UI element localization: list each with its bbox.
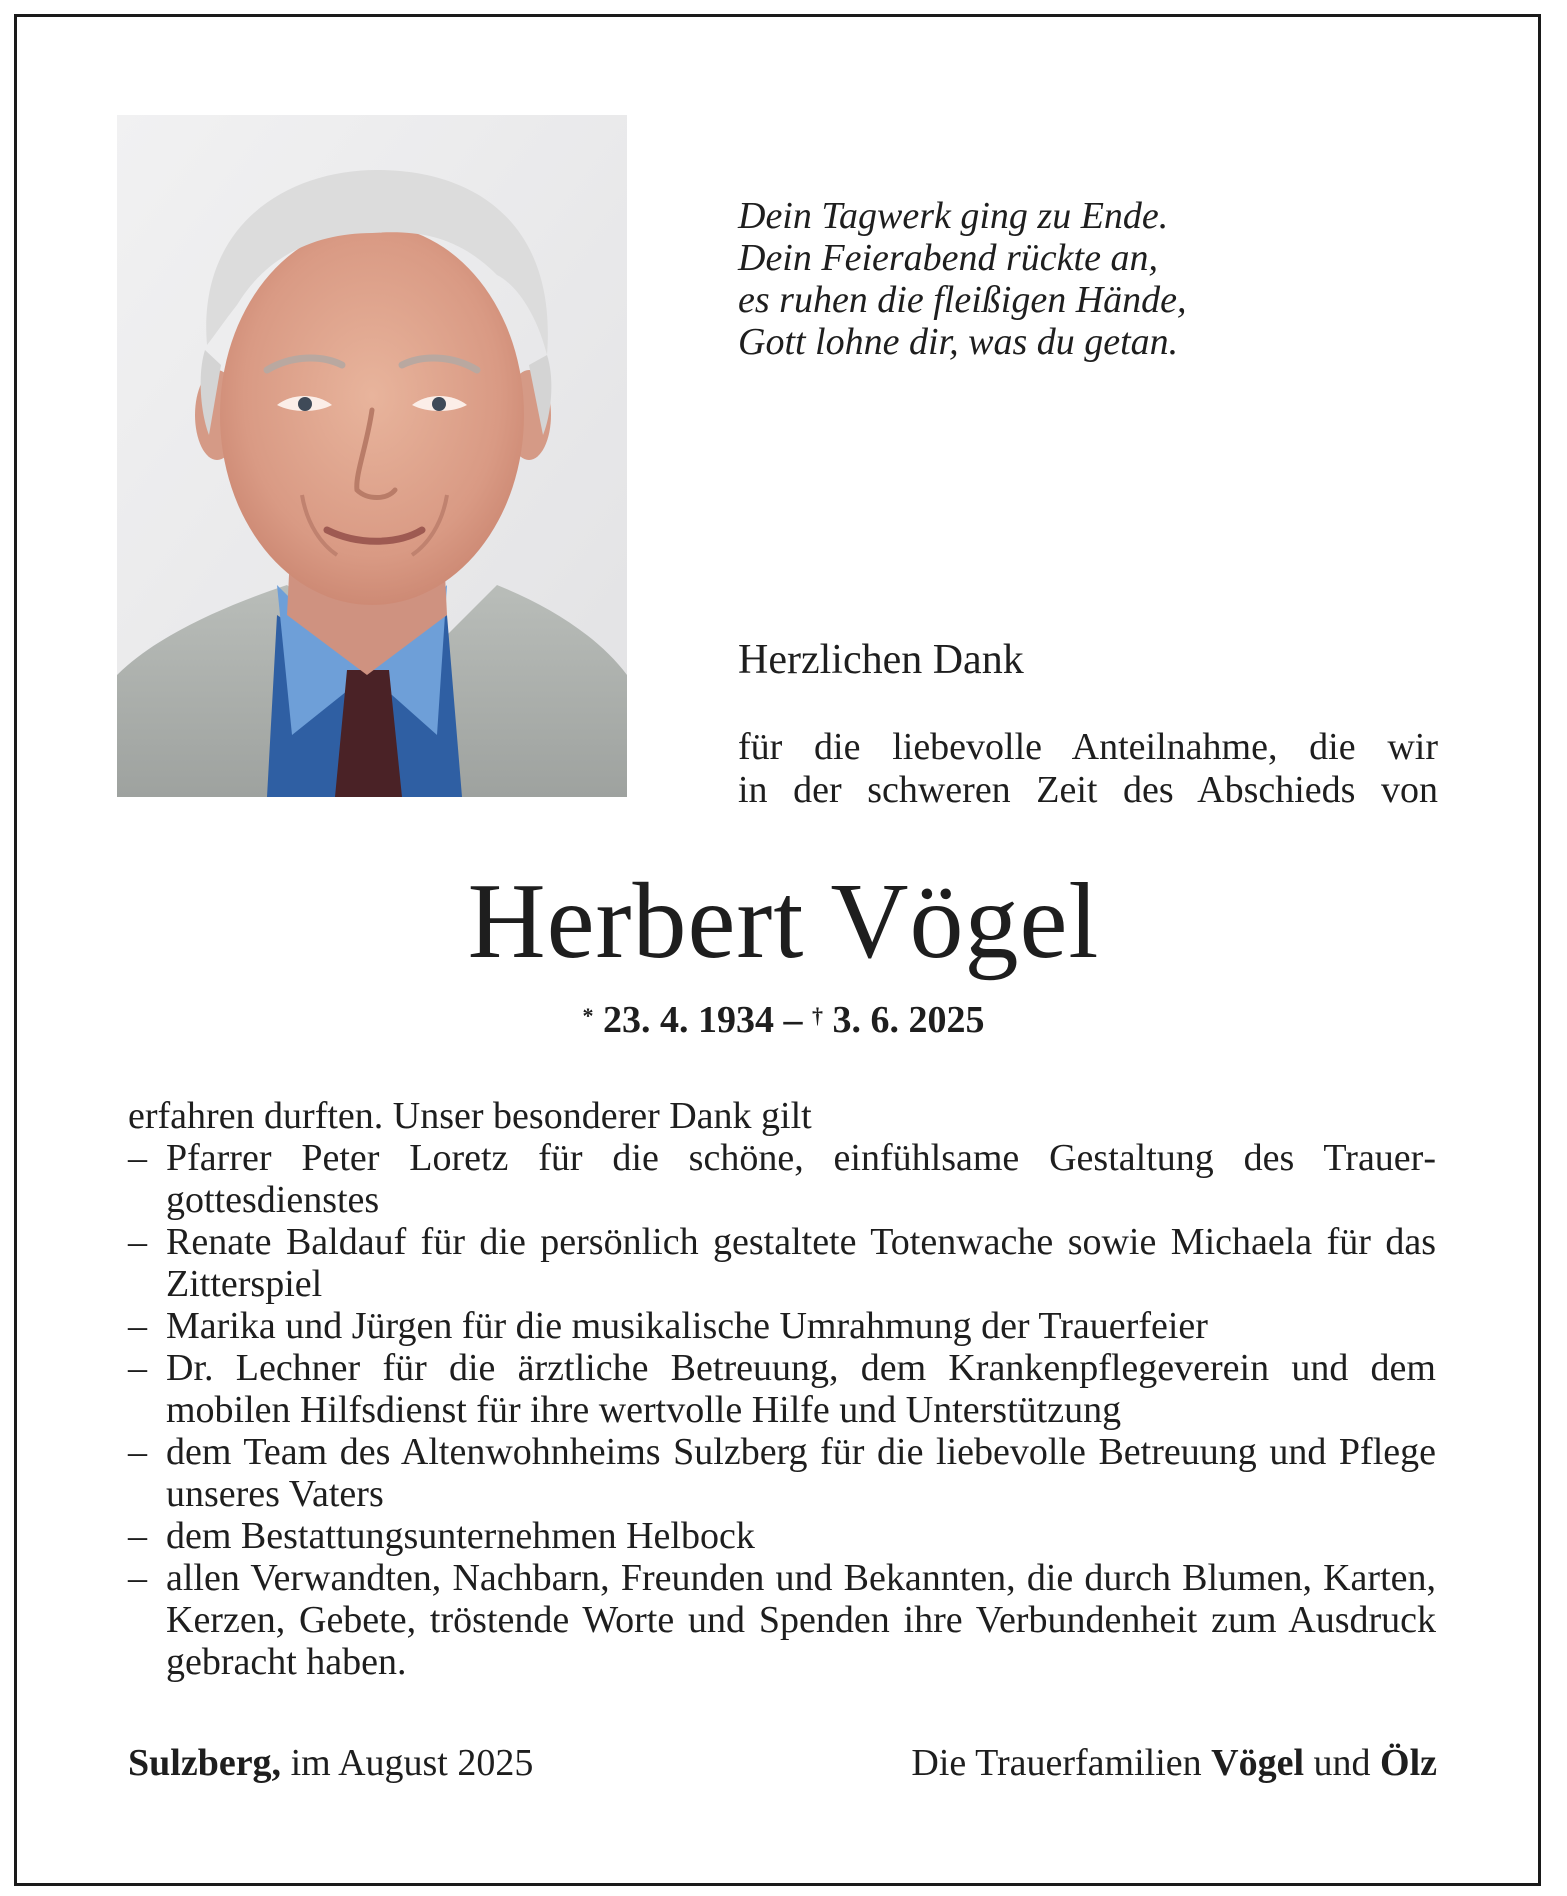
thanks-list xyxy=(128,1137,1436,1683)
list-item-text: Renate Baldauf für die persönlich gestaltete Totenwache sowie Michaela für das Zitterspiel xyxy=(166,1221,1436,1305)
list-item xyxy=(128,1431,1436,1515)
list-item xyxy=(128,1137,1436,1221)
bullet-dash: – xyxy=(128,1305,147,1347)
intro-line: in der schweren Zeit des Abschieds von xyxy=(738,769,1438,811)
life-dates xyxy=(0,998,1567,1042)
family-prefix: Die Trauerfamilien xyxy=(911,1742,1202,1784)
family-joiner: und xyxy=(1313,1742,1371,1784)
family-name-2: Ölz xyxy=(1380,1742,1437,1784)
bullet-dash: – xyxy=(128,1515,147,1557)
list-item-text: dem Team des Altenwohnheims Sulzberg für die liebevolle Betreuung und Pflege unseres Vaters xyxy=(166,1431,1436,1515)
deceased-name: Herbert Vögel xyxy=(467,862,1100,981)
intro-text xyxy=(738,726,1438,812)
poem-line: Gott lohne dir, was du getan. xyxy=(738,321,1179,363)
thanks-body xyxy=(128,1095,1436,1683)
birth-date: 23. 4. 1934 xyxy=(603,999,774,1041)
date-separator: – xyxy=(783,999,803,1041)
death-date: 3. 6. 2025 xyxy=(832,999,985,1041)
footer-signature xyxy=(911,1740,1437,1786)
intro-line: für die liebevolle Anteilnahme, die wir xyxy=(738,726,1438,768)
list-item xyxy=(128,1515,1436,1557)
bullet-dash: – xyxy=(128,1137,147,1179)
footer-place-date xyxy=(128,1740,533,1786)
list-item xyxy=(128,1347,1436,1431)
poem-line: Dein Tagwerk ging zu Ende. xyxy=(738,195,1169,237)
portrait-illustration xyxy=(117,115,627,797)
list-item xyxy=(128,1221,1436,1305)
memorial-poem xyxy=(738,195,1187,363)
family-name-1: Vögel xyxy=(1211,1742,1305,1784)
bullet-dash: – xyxy=(128,1557,147,1599)
footer-date: im August 2025 xyxy=(290,1742,534,1784)
portrait-photo xyxy=(117,115,627,797)
list-item-text: Pfarrer Peter Loretz für die schöne, einfühlsame Gestaltung des Trauergottesdienstes xyxy=(166,1137,1436,1221)
thanks-heading: Herzlichen Dank xyxy=(738,637,1024,683)
list-item-text: Dr. Lechner für die ärztliche Betreuung, dem Krankenpflegeverein und dem mobilen Hilfsdienst für ihre wertvolle Hilfe und Unterstützung xyxy=(166,1347,1436,1431)
birth-symbol: * xyxy=(582,1003,594,1028)
list-item-text: dem Bestattungsunternehmen Helbock xyxy=(166,1515,755,1557)
poem-line: Dein Feierabend rückte an, xyxy=(738,237,1158,279)
lead-text: erfahren durften. Unser besonderer Dank gilt xyxy=(128,1095,812,1137)
list-item-text: allen Verwandten, Nachbarn, Freunden und Bekannten, die durch Blumen, Karten, Kerzen, Gebete, tröstende Worte und Spenden ihre Verbundenheit zum Ausdruck gebracht haben. xyxy=(166,1557,1436,1683)
list-item-text: Marika und Jürgen für die musikalische Umrahmung der Trauerfeier xyxy=(166,1305,1208,1347)
bullet-dash: – xyxy=(128,1431,147,1473)
list-item xyxy=(128,1305,1436,1347)
poem-line: es ruhen die fleißigen Hände, xyxy=(738,279,1187,321)
death-symbol: † xyxy=(812,1003,823,1028)
list-item xyxy=(128,1557,1436,1683)
footer-place: Sulzberg, xyxy=(128,1742,282,1784)
bullet-dash: – xyxy=(128,1347,147,1389)
bullet-dash: – xyxy=(128,1221,147,1263)
